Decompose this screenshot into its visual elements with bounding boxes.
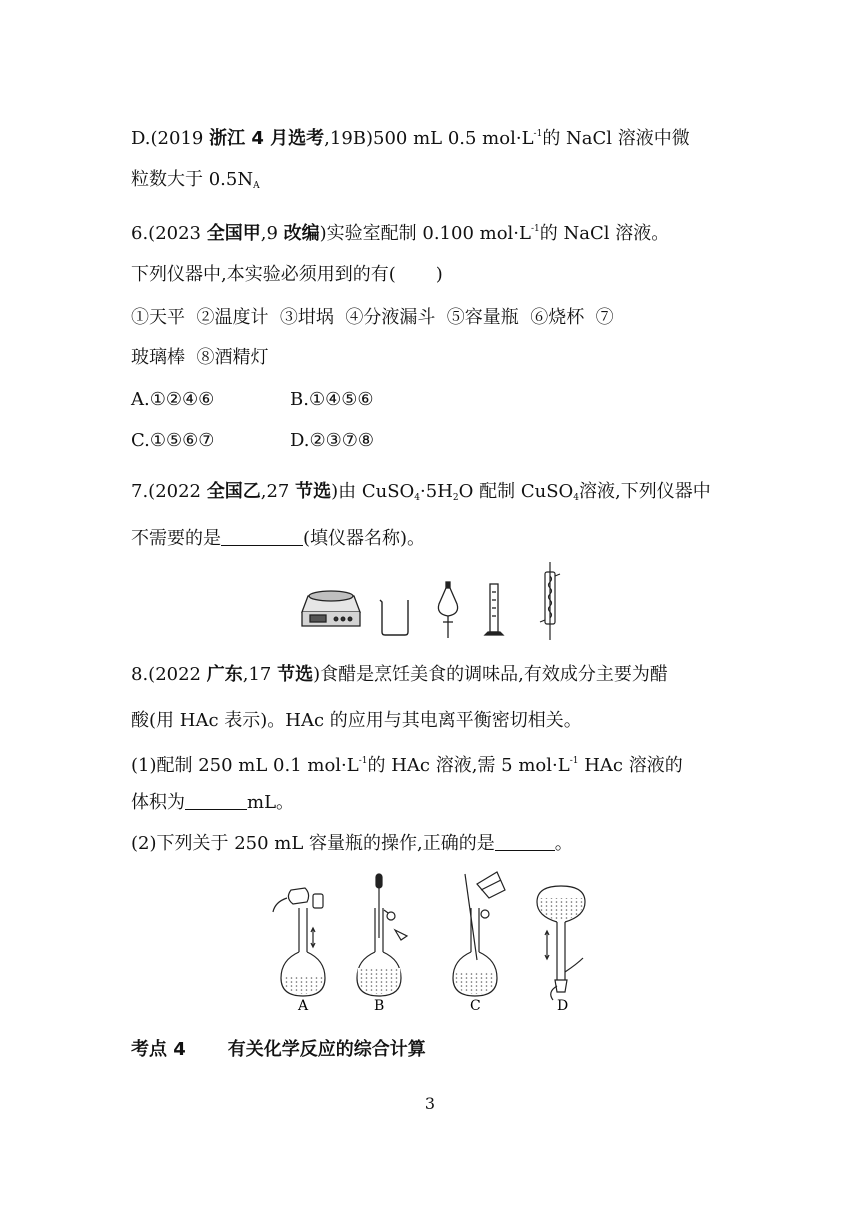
condenser-icon	[540, 562, 560, 640]
q8-stem-line2: 酸(用 HAc 表示)。HAc 的应用与其电离平衡密切相关。	[131, 710, 582, 731]
q6-items: ①天平 ②温度计 ③坩埚 ④分液漏斗 ⑤容量瓶 ⑥烧杯 ⑦	[131, 307, 614, 328]
figure-label-c: C	[470, 998, 481, 1014]
page-number: 3	[424, 1094, 436, 1113]
flask-b-dropper	[357, 874, 407, 996]
separatory-funnel-icon	[438, 582, 457, 638]
q7-stem: 7.(2022 全国乙,27 节选)由 $CuSO_4\cdot 5H_2O$ 配制 CuSO$_4$溶液,下列仪器中	[131, 481, 711, 503]
q5-option-d: D.(2019 浙江 4 月选考,19B)500 mL 0.5 $mol\cdot L^{-1}$的 NaCl 溶液中微	[131, 128, 690, 149]
q6-option-d: D.②③⑦⑧	[290, 430, 375, 451]
q6-stem: 6.(2023 全国甲,9 改编)实验室配制 0.100 $mol\cdot L^{-1}$的 NaCl 溶液。	[131, 223, 670, 244]
flask-a-shaking	[273, 888, 325, 996]
q8-operation-blank[interactable]	[495, 832, 555, 851]
q6-items-line2: 玻璃棒 ⑧酒精灯	[131, 347, 269, 368]
q8-part2: (2)下列关于 250 mL 容量瓶的操作,正确的是 。	[131, 833, 573, 854]
q8-part1-line2: 体积为 mL。	[131, 792, 295, 813]
q6-option-c: C.①⑤⑥⑦	[131, 430, 215, 451]
q6-option-b: B.①④⑤⑥	[290, 389, 374, 410]
figure-label-a: A	[298, 998, 309, 1014]
q6-option-a: A.①②④⑥	[131, 389, 215, 410]
beaker-icon	[380, 600, 408, 635]
section-title: 有关化学反应的综合计算	[227, 1039, 426, 1060]
figure-label-d: D	[557, 998, 569, 1014]
flask-c-pouring	[453, 872, 505, 996]
q7-stem-line2: 不需要的是 (填仪器名称)。	[131, 528, 426, 549]
electronic-balance-icon	[302, 591, 360, 626]
lab-instruments-figure	[296, 560, 566, 642]
q5-option-d-line2: 粒数大于 $0.5N_A$	[131, 169, 260, 191]
q6-stem-line2: 下列仪器中,本实验必须用到的有( )	[131, 264, 443, 285]
q8-volume-blank[interactable]	[185, 791, 247, 810]
section-heading	[131, 1038, 740, 1062]
flask-d-inverting	[537, 886, 585, 1000]
section-label: 考点 4	[131, 1039, 186, 1060]
q8-stem: 8.(2022 广东,17 节选)食醋是烹饪美食的调味品,有效成分主要为醋	[131, 664, 668, 685]
q7-answer-blank[interactable]	[221, 527, 303, 546]
graduated-cylinder-icon	[485, 584, 503, 635]
flask-operations-figure	[265, 868, 595, 1018]
figure-label-b: B	[374, 998, 385, 1014]
q8-part1: (1)配制 250 mL 0.1 $mol\cdot L^{-1}$的 HAc 溶液,需 5 $mol\cdot L^{-1}$ HAc 溶液的	[131, 755, 683, 776]
